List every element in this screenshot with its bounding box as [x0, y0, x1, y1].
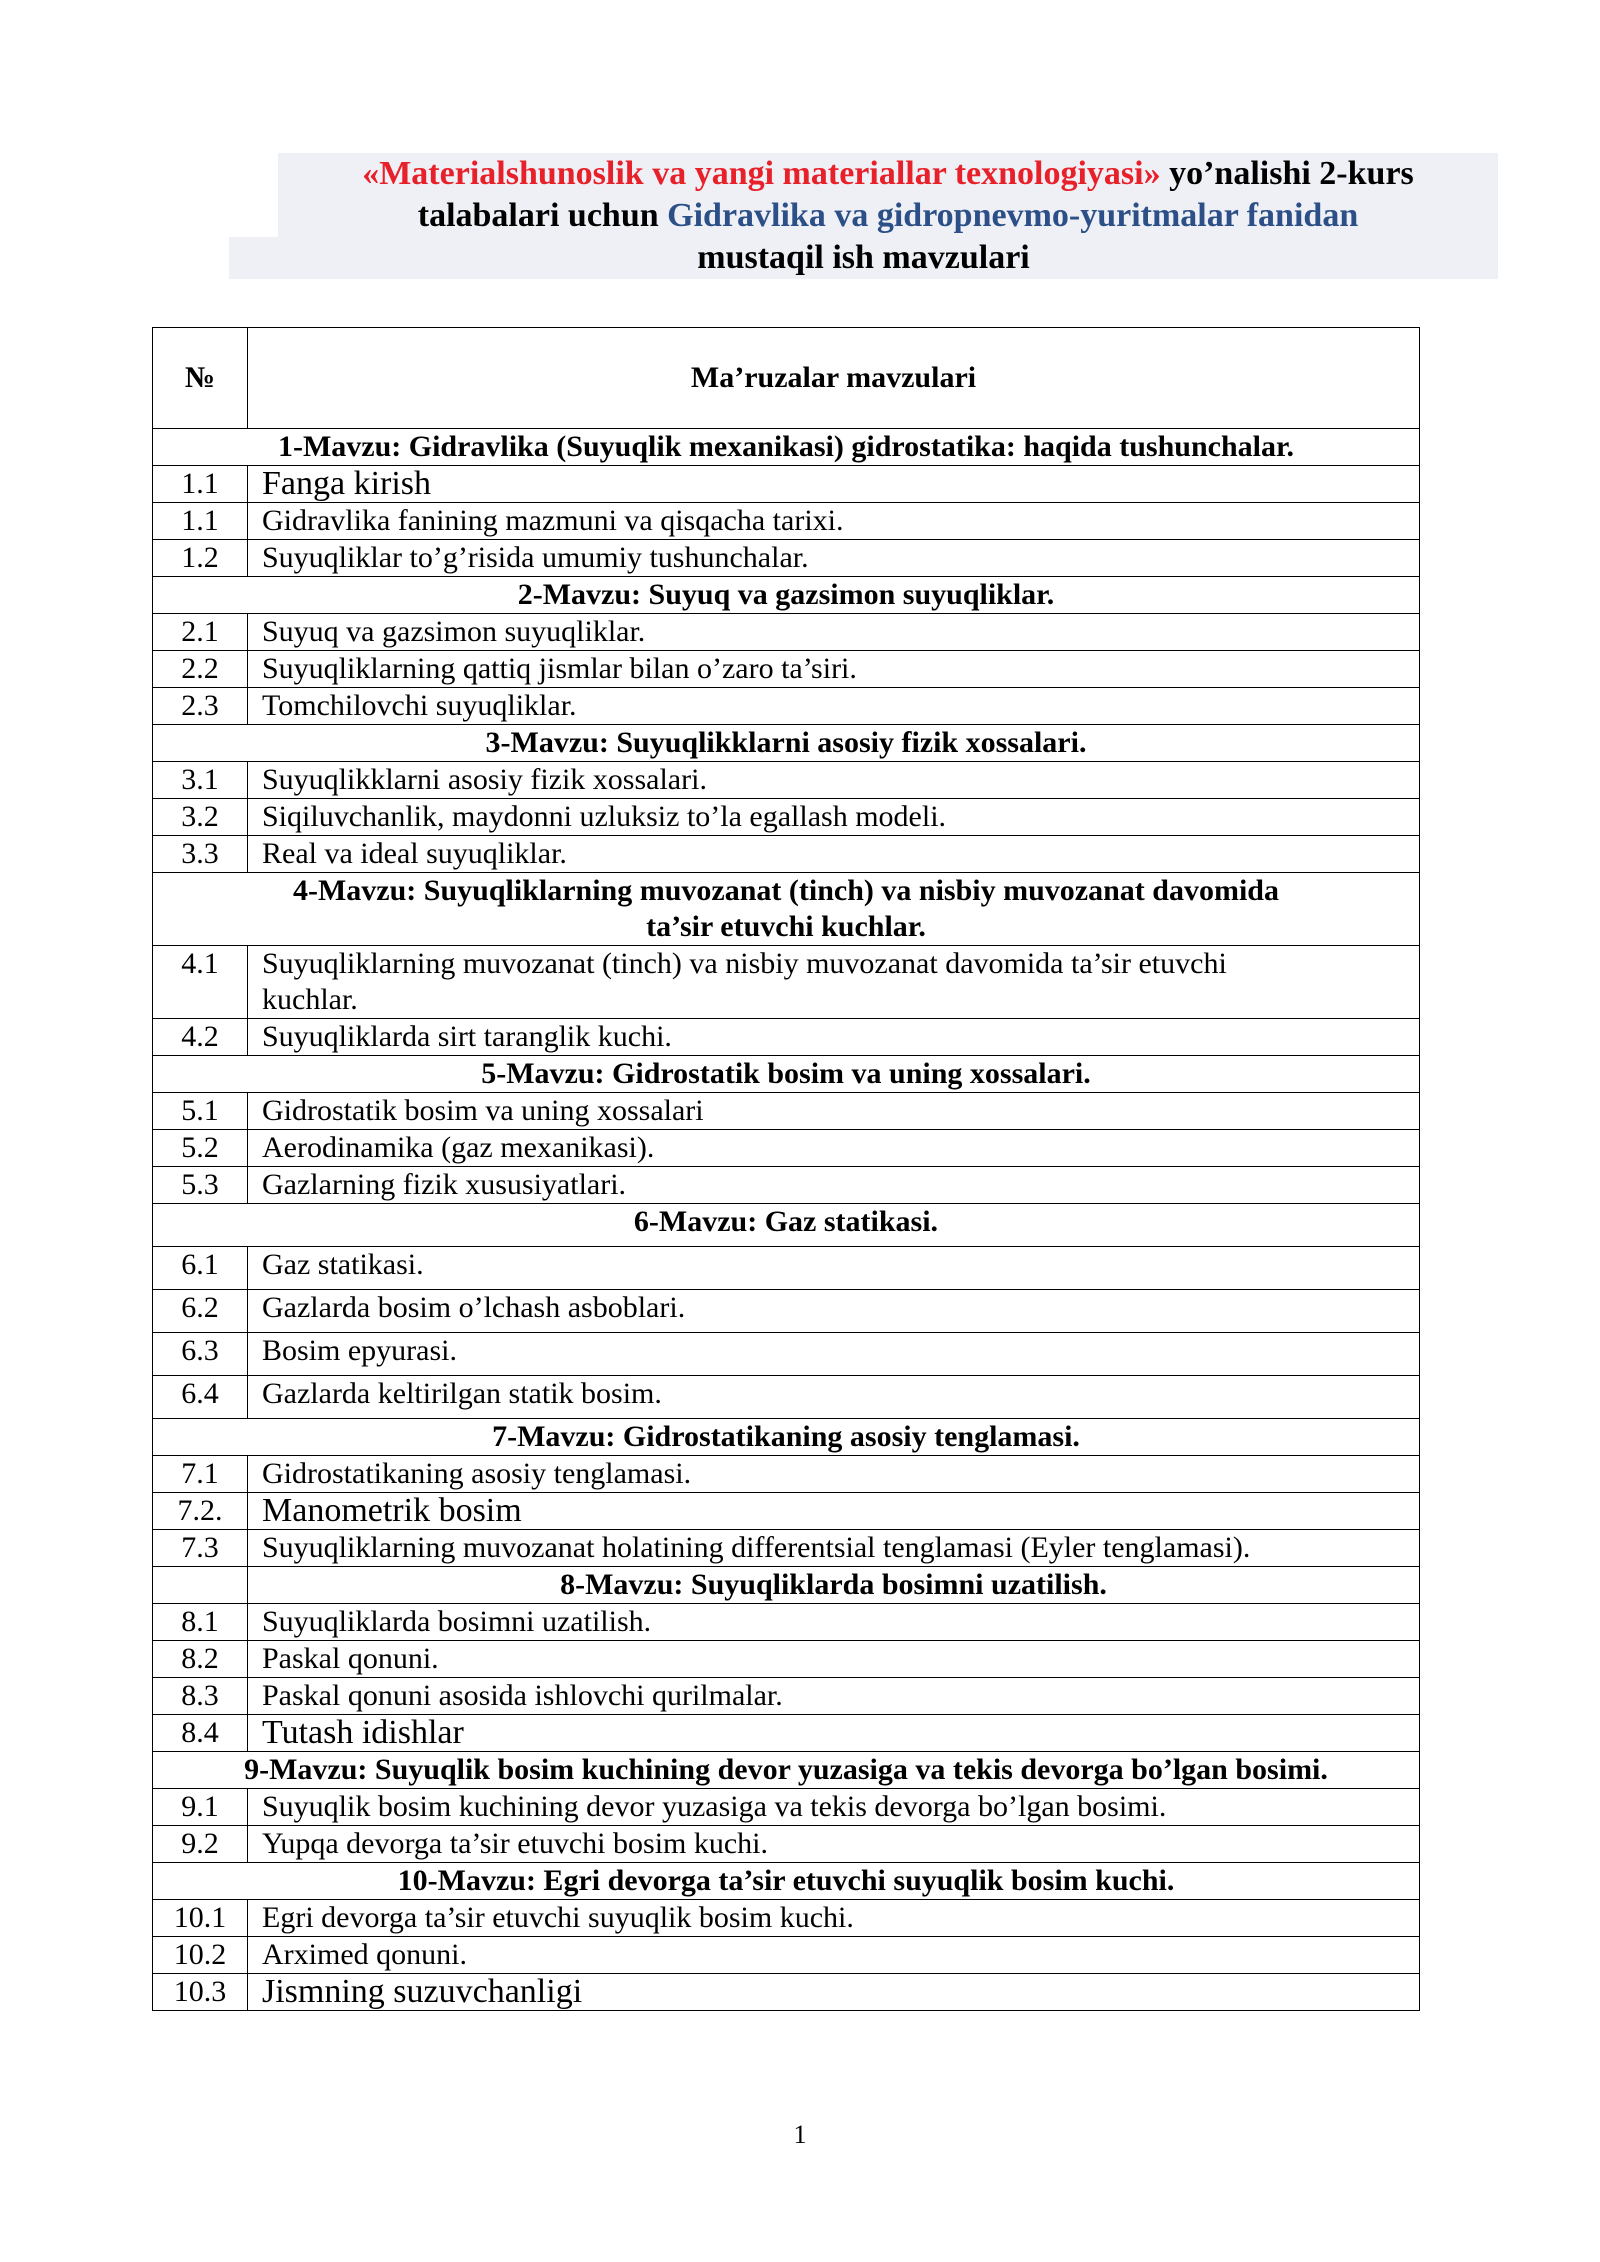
- row-text: Suyuqlik bosim kuchining devor yuzasiga va tekis devorga bo’lgan bosimi.: [248, 1789, 1420, 1826]
- table-row: [153, 614, 1420, 651]
- page-number: 1: [793, 2120, 807, 2149]
- topic-title: 10-Mavzu: Egri devorga ta’sir etuvchi suyuqlik bosim kuchi.: [153, 1863, 1420, 1900]
- title-line-1-rest: yo’nalishi 2-kurs: [1160, 155, 1414, 192]
- row-text: Siqiluvchanlik, maydonni uzluksiz to’la egallash modeli.: [248, 799, 1420, 836]
- row-text: Manometrik bosim: [248, 1493, 1420, 1530]
- table-row: [153, 1715, 1420, 1752]
- topics-table: [152, 327, 1420, 2011]
- table-row: [153, 1900, 1420, 1937]
- table-row: [153, 1093, 1420, 1130]
- table-row: [153, 1376, 1420, 1419]
- table-row: [153, 1167, 1420, 1204]
- row-text: Egri devorga ta’sir etuvchi suyuqlik bosim kuchi.: [248, 1900, 1420, 1937]
- title-line-3: mustaqil ish mavzulari: [229, 237, 1498, 279]
- row-text: Yupqa devorga ta’sir etuvchi bosim kuchi.: [248, 1826, 1420, 1863]
- topic-row: [153, 1056, 1420, 1093]
- row-number: 6.2: [153, 1290, 248, 1333]
- row-number: 3.3: [153, 836, 248, 873]
- title-line-2: [278, 195, 1498, 237]
- row-text: Gazlarda keltirilgan statik bosim.: [248, 1376, 1420, 1419]
- table-row: [153, 503, 1420, 540]
- topic-title-line-2: ta’sir etuvchi kuchlar.: [646, 910, 926, 943]
- row-number: 5.3: [153, 1167, 248, 1204]
- row-number: 2.1: [153, 614, 248, 651]
- topic-title: 3-Mavzu: Suyuqlikklarni asosiy fizik xossalari.: [153, 725, 1420, 762]
- title-line-1: [278, 153, 1498, 195]
- table-row: [153, 762, 1420, 799]
- row-number: 2.2: [153, 651, 248, 688]
- row-number: 8.4: [153, 1715, 248, 1752]
- row-text: Gidrostatikaning asosiy tenglamasi.: [248, 1456, 1420, 1493]
- table-row: [153, 540, 1420, 577]
- row-number: 2.3: [153, 688, 248, 725]
- row-text: Suyuqliklarning qattiq jismlar bilan o’zaro ta’siri.: [248, 651, 1420, 688]
- row-number: 6.3: [153, 1333, 248, 1376]
- row-number: 6.4: [153, 1376, 248, 1419]
- row-text-line-1: Suyuqliklarning muvozanat (tinch) va nisbiy muvozanat davomida ta’sir etuvchi: [262, 947, 1227, 980]
- table-row: [153, 1530, 1420, 1567]
- row-text: Suyuqliklarda bosimni uzatilish.: [248, 1604, 1420, 1641]
- table-row: [153, 1826, 1420, 1863]
- row-number: 4.2: [153, 1019, 248, 1056]
- topic-title-line-1: 4-Mavzu: Suyuqliklarning muvozanat (tinch) va nisbiy muvozanat davomida: [293, 874, 1279, 907]
- row-number: 10.1: [153, 1900, 248, 1937]
- row-text: Bosim epyurasi.: [248, 1333, 1420, 1376]
- row-text: Suyuqliklar to’g’risida umumiy tushunchalar.: [248, 540, 1420, 577]
- topic-title: 8-Mavzu: Suyuqliklarda bosimni uzatilish.: [248, 1567, 1420, 1604]
- header-title: Ma’ruzalar mavzulari: [248, 328, 1420, 429]
- table-row: [153, 1247, 1420, 1290]
- row-number: 1.1: [153, 466, 248, 503]
- row-number: 7.1: [153, 1456, 248, 1493]
- topic-title: 2-Mavzu: Suyuq va gazsimon suyuqliklar.: [153, 577, 1420, 614]
- row-text-line-2: kuchlar.: [262, 983, 358, 1016]
- row-text: [248, 946, 1420, 1019]
- topic-title: 5-Mavzu: Gidrostatik bosim va uning xossalari.: [153, 1056, 1420, 1093]
- topic-row: [153, 1567, 1420, 1604]
- row-text: Tutash idishlar: [248, 1715, 1420, 1752]
- table-row: [153, 1290, 1420, 1333]
- header-number: №: [153, 328, 248, 429]
- table-row: [153, 836, 1420, 873]
- topic-row: [153, 429, 1420, 466]
- table-row: [153, 1604, 1420, 1641]
- row-text: Paskal qonuni.: [248, 1641, 1420, 1678]
- table-row: [153, 1130, 1420, 1167]
- table-header-row: [153, 328, 1420, 429]
- row-number: 4.1: [153, 946, 248, 1019]
- row-number: 5.1: [153, 1093, 248, 1130]
- table-row: [153, 1678, 1420, 1715]
- row-text: Fanga kirish: [248, 466, 1420, 503]
- table-row: [153, 1493, 1420, 1530]
- topic-row: [153, 1752, 1420, 1789]
- row-number: 7.3: [153, 1530, 248, 1567]
- topic-title: 9-Mavzu: Suyuqlik bosim kuchining devor yuzasiga va tekis devorga bo’lgan bosimi.: [153, 1752, 1420, 1789]
- table-row: [153, 651, 1420, 688]
- table-row: [153, 466, 1420, 503]
- row-number: 10.3: [153, 1974, 248, 2011]
- topic-row: [153, 577, 1420, 614]
- row-text: Arximed qonuni.: [248, 1937, 1420, 1974]
- row-text: Suyuqlikklarni asosiy fizik xossalari.: [248, 762, 1420, 799]
- title-line-2-start: talabalari uchun: [417, 197, 668, 234]
- row-text: Gidrostatik bosim va uning xossalari: [248, 1093, 1420, 1130]
- row-number: 9.1: [153, 1789, 248, 1826]
- row-text: Paskal qonuni asosida ishlovchi qurilmalar.: [248, 1678, 1420, 1715]
- row-text: Suyuqliklarda sirt taranglik kuchi.: [248, 1019, 1420, 1056]
- row-number: 7.2.: [153, 1493, 248, 1530]
- table-row: [153, 1937, 1420, 1974]
- table-row: [153, 799, 1420, 836]
- table-row: [153, 1333, 1420, 1376]
- empty-cell: [153, 1567, 248, 1604]
- table-row: [153, 1789, 1420, 1826]
- row-number: 5.2: [153, 1130, 248, 1167]
- row-text: Gaz statikasi.: [248, 1247, 1420, 1290]
- table-row: [153, 688, 1420, 725]
- row-number: 10.2: [153, 1937, 248, 1974]
- program-name: «Materialshunoslik va yangi materiallar texnologiyasi»: [362, 155, 1161, 192]
- row-text: Tomchilovchi suyuqliklar.: [248, 688, 1420, 725]
- topic-row: [153, 725, 1420, 762]
- row-number: 8.2: [153, 1641, 248, 1678]
- row-number: 8.1: [153, 1604, 248, 1641]
- table-row: [153, 1974, 1420, 2011]
- topic-row: [153, 873, 1420, 946]
- topic-title: [153, 873, 1420, 946]
- row-number: 9.2: [153, 1826, 248, 1863]
- row-text: Jismning suzuvchanligi: [248, 1974, 1420, 2011]
- topic-title: 1-Mavzu: Gidravlika (Suyuqlik mexanikasi) gidrostatika: haqida tushunchalar.: [153, 429, 1420, 466]
- row-text: Suyuq va gazsimon suyuqliklar.: [248, 614, 1420, 651]
- row-text: Aerodinamika (gaz mexanikasi).: [248, 1130, 1420, 1167]
- table-row: [153, 1641, 1420, 1678]
- row-text: Gazlarda bosim o’lchash asboblari.: [248, 1290, 1420, 1333]
- row-number: 3.2: [153, 799, 248, 836]
- topic-row: [153, 1419, 1420, 1456]
- topic-title: 7-Mavzu: Gidrostatikaning asosiy tenglamasi.: [153, 1419, 1420, 1456]
- topic-row: [153, 1204, 1420, 1247]
- row-text: Gidravlika fanining mazmuni va qisqacha tarixi.: [248, 503, 1420, 540]
- topic-row: [153, 1863, 1420, 1900]
- table-row: [153, 946, 1420, 1019]
- row-number: 1.2: [153, 540, 248, 577]
- subject-name: Gidravlika va gidropnevmo-yuritmalar fanidan: [667, 197, 1359, 234]
- row-number: 3.1: [153, 762, 248, 799]
- table-row: [153, 1456, 1420, 1493]
- row-number: 6.1: [153, 1247, 248, 1290]
- row-number: 1.1: [153, 503, 248, 540]
- row-text: Gazlarning fizik xususiyatlari.: [248, 1167, 1420, 1204]
- row-number: 8.3: [153, 1678, 248, 1715]
- table-row: [153, 1019, 1420, 1056]
- topic-title: 6-Mavzu: Gaz statikasi.: [153, 1204, 1420, 1247]
- row-text: Suyuqliklarning muvozanat holatining differentsial tenglamasi (Eyler tenglamasi).: [248, 1530, 1420, 1567]
- row-text: Real va ideal suyuqliklar.: [248, 836, 1420, 873]
